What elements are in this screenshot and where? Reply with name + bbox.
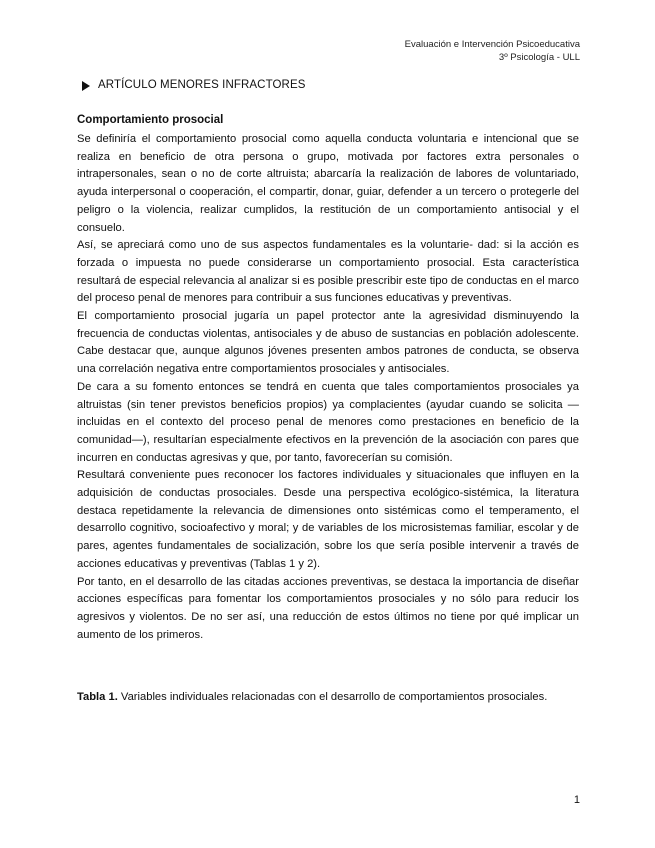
- section-heading: ARTÍCULO MENORES INFRACTORES: [98, 79, 306, 91]
- page-number: 1: [573, 794, 580, 806]
- page-header: [405, 38, 580, 64]
- table-caption: [77, 690, 587, 705]
- paragraph: De cara a su fomento entonces se tendrá en cuenta que tales comportamientos prosociales ya altruistas (sin tener previstos beneficios propios) ya complacientes (ayudar cuando se solicita —incluidas en el contexto del proceso penal de menores como prestaciones en beneficio de la comunidad—), resultarían especialmente efectivos en la prevención de la asociación con pares que incurren en conductas agresivas y que, por tanto, favorecerían su comisión.: [77, 380, 579, 464]
- paragraph: Así, se apreciará como uno de sus aspectos fundamentales es la voluntarie- dad: si la acción es forzada o impuesta no puede considerarse un comportamiento prosocial. Esta característica resultará de especial relevancia al analizar si es posible prescribir este tipo de conductas en el marco del proceso penal de menores para contribuir a sus funciones educativas y preventivas.: [77, 239, 579, 305]
- right-arrow-bullet-icon: [82, 81, 90, 91]
- table-caption-label: Tabla 1.: [77, 691, 118, 703]
- subheading: Comportamiento prosocial: [77, 114, 224, 126]
- table-caption-text: Variables individuales relacionadas con el desarrollo de comportamientos prosociales.: [117, 691, 548, 703]
- paragraph: Por tanto, en el desarrollo de las citadas acciones preventivas, se destaca la importancia de diseñar acciones específicas para fomentar los comportamientos prosociales y no sólo para reducir los agresivos y violentos. De no ser así, una reducción de estos últimos no tiene por qué implicar un aumento de los primeros.: [77, 575, 579, 641]
- body-text: [77, 131, 579, 644]
- paragraph: Resultará conveniente pues reconocer los factores individuales y situacionales que influyen en la adquisición de conductas prosociales. Desde una perspectiva ecológico-sistémica, la literatura destaca repetidamente la relevancia de dimensiones onto sistémicas como el temperamento, el desarrollo cognitivo, socioafectivo y moral; y de variables de los microsistemas familiar, escolar y de pares, agentes fundamentales de socialización, sobre los que sería posible intervenir a través de acciones educativas y preventivas (Tablas 1 y 2).: [77, 469, 579, 570]
- header-course-info: 3º Psicología - ULL: [498, 52, 580, 63]
- paragraph: Se definiría el comportamiento prosocial como aquella conducta voluntaria e intencional que se realiza en beneficio de otra persona o grupo, motivada por factores extra personales o intrapersonales, sean o no de corte altruista; abarcaría la realización de labores de voluntariado, ayuda interpersonal o cooperación, el compartir, donar, guiar, defender a un tercero o protegerle del peligro o la violencia, realizar cumplidos, la restitución de un comportamiento antisocial y el consuelo.: [77, 133, 579, 234]
- paragraph: El comportamiento prosocial jugaría un papel protector ante la agresividad disminuyendo la frecuencia de conductas violentas, antisociales y de abuso de sustancias en población adolescente. Cabe destacar que, aunque algunos jóvenes presenten ambos patrones de conducta, se observa una correlación negativa entre comportamientos prosociales y antisociales.: [77, 310, 579, 376]
- header-course-title: Evaluación e Intervención Psicoeducativa: [404, 39, 580, 50]
